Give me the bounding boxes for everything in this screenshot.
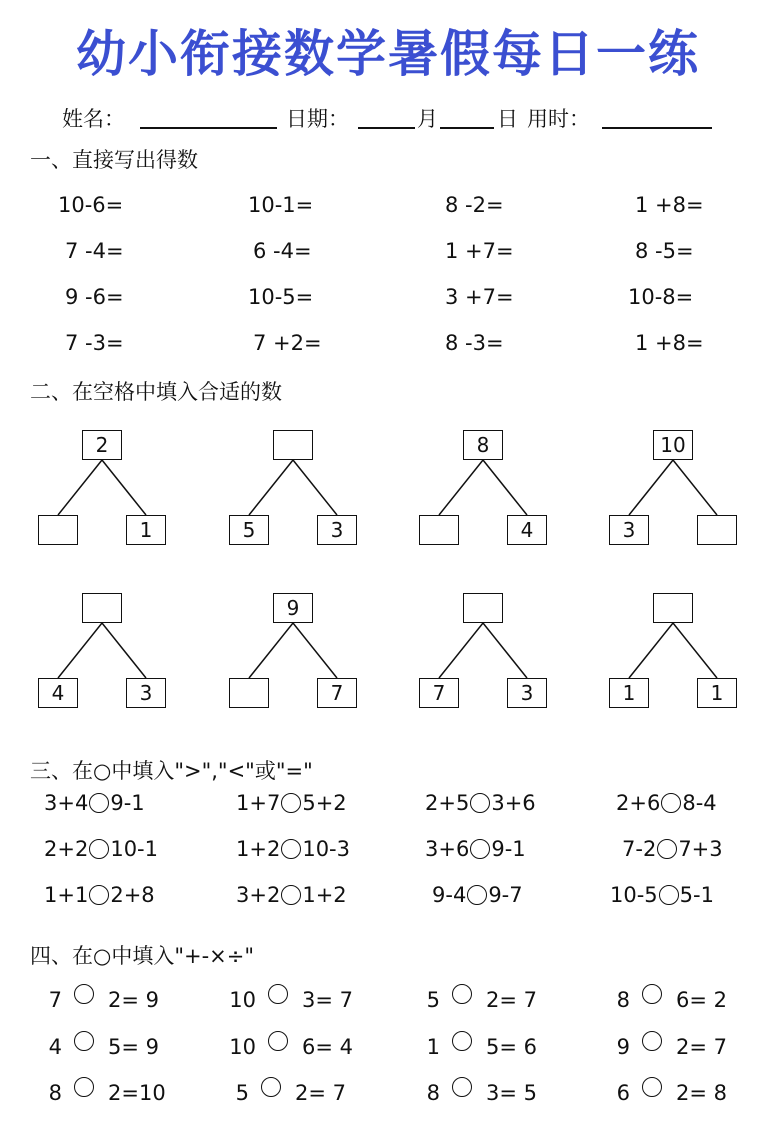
compare-item bbox=[236, 837, 350, 861]
tree-top-box: 8 bbox=[463, 430, 503, 460]
operand-b: 2=10 bbox=[108, 1081, 166, 1105]
eq-item: 1 +8= bbox=[635, 193, 704, 217]
compare-item bbox=[425, 791, 536, 815]
operator-item bbox=[28, 1035, 159, 1059]
day-label: 日 bbox=[497, 107, 518, 131]
operand-b: 6= 2 bbox=[676, 988, 727, 1012]
operand-b: 3= 7 bbox=[302, 988, 353, 1012]
operator-circle-icon[interactable] bbox=[268, 1031, 288, 1051]
time-label: 用时： bbox=[527, 107, 590, 131]
eq-item: 7 -3= bbox=[65, 331, 124, 355]
section-3-heading: 三、在○中填入">","<"或"=" bbox=[30, 759, 313, 783]
operator-circle-icon[interactable] bbox=[642, 1031, 662, 1051]
worksheet-title: 幼小衔接数学暑假每日一练 bbox=[76, 25, 700, 83]
operator-circle-icon[interactable] bbox=[74, 1077, 94, 1097]
tree-left-box: 7 bbox=[419, 678, 459, 708]
compare-item bbox=[616, 791, 717, 815]
operator-circle-icon[interactable] bbox=[74, 984, 94, 1004]
eq-item: 8 -2= bbox=[445, 193, 504, 217]
compare-left: 1+7 bbox=[236, 791, 281, 815]
compare-circle-icon[interactable] bbox=[89, 885, 109, 905]
operator-circle-icon[interactable] bbox=[74, 1031, 94, 1051]
operator-item bbox=[222, 988, 353, 1012]
operator-item bbox=[215, 1081, 346, 1105]
operand-a: 8 bbox=[48, 1081, 62, 1105]
tree-right-box: 1 bbox=[126, 515, 166, 545]
tree-top-box: 2 bbox=[82, 430, 122, 460]
compare-left: 3+6 bbox=[425, 837, 470, 861]
operator-circle-icon[interactable] bbox=[452, 1031, 472, 1051]
compare-right: 9-7 bbox=[488, 883, 523, 907]
compare-item bbox=[610, 883, 714, 907]
compare-left: 3+4 bbox=[44, 791, 89, 815]
compare-left: 7-2 bbox=[622, 837, 657, 861]
compare-item bbox=[622, 837, 723, 861]
eq-item: 8 -3= bbox=[445, 331, 504, 355]
operand-a: 4 bbox=[48, 1035, 62, 1059]
compare-circle-icon[interactable] bbox=[281, 839, 301, 859]
section-4-heading: 四、在○中填入"+-×÷" bbox=[30, 944, 255, 968]
operator-circle-icon[interactable] bbox=[452, 1077, 472, 1097]
compare-left: 1+1 bbox=[44, 883, 89, 907]
compare-right: 5-1 bbox=[679, 883, 714, 907]
compare-right: 1+2 bbox=[302, 883, 347, 907]
compare-right: 7+3 bbox=[678, 837, 723, 861]
operator-circle-icon[interactable] bbox=[261, 1077, 281, 1097]
compare-left: 9-4 bbox=[432, 883, 467, 907]
operand-a: 8 bbox=[426, 1081, 440, 1105]
tree-right-box: 3 bbox=[507, 678, 547, 708]
eq-item: 1 +8= bbox=[635, 331, 704, 355]
month-label: 月 bbox=[417, 107, 438, 131]
tree-left-box: 4 bbox=[38, 678, 78, 708]
compare-circle-icon[interactable] bbox=[89, 793, 109, 813]
tree-right-box: 3 bbox=[126, 678, 166, 708]
operator-item bbox=[596, 1081, 727, 1105]
compare-left: 2+5 bbox=[425, 791, 470, 815]
operand-b: 2= 7 bbox=[676, 1035, 727, 1059]
compare-right: 8-4 bbox=[682, 791, 717, 815]
compare-circle-icon[interactable] bbox=[467, 885, 487, 905]
eq-item: 10-1= bbox=[248, 193, 314, 217]
section-1-heading: 一、直接写出得数 bbox=[30, 148, 198, 172]
date-label: 日期： bbox=[286, 107, 349, 131]
eq-item: 3 +7= bbox=[445, 285, 514, 309]
compare-right: 5+2 bbox=[302, 791, 347, 815]
compare-right: 3+6 bbox=[491, 791, 536, 815]
operand-a: 5 bbox=[426, 988, 440, 1012]
eq-item: 7 +2= bbox=[253, 331, 322, 355]
section-2-heading: 二、在空格中填入合适的数 bbox=[30, 380, 282, 404]
operator-item bbox=[406, 988, 537, 1012]
eq-item: 8 -5= bbox=[635, 239, 694, 263]
compare-circle-icon[interactable] bbox=[470, 793, 490, 813]
compare-item bbox=[425, 837, 526, 861]
eq-item: 10-5= bbox=[248, 285, 314, 309]
tree-right-box: 7 bbox=[317, 678, 357, 708]
tree-left-box: 1 bbox=[609, 678, 649, 708]
operator-circle-icon[interactable] bbox=[642, 984, 662, 1004]
tree-left-box: 3 bbox=[609, 515, 649, 545]
compare-circle-icon[interactable] bbox=[661, 793, 681, 813]
eq-item: 6 -4= bbox=[253, 239, 312, 263]
compare-circle-icon[interactable] bbox=[657, 839, 677, 859]
eq-item: 9 -6= bbox=[65, 285, 124, 309]
operator-circle-icon[interactable] bbox=[452, 984, 472, 1004]
tree-right-box: 1 bbox=[697, 678, 737, 708]
compare-circle-icon[interactable] bbox=[89, 839, 109, 859]
compare-left: 3+2 bbox=[236, 883, 281, 907]
eq-item: 10-6= bbox=[58, 193, 124, 217]
compare-item bbox=[44, 791, 145, 815]
compare-item bbox=[44, 883, 155, 907]
operand-a: 10 bbox=[229, 988, 256, 1012]
compare-circle-icon[interactable] bbox=[281, 885, 301, 905]
operand-b: 5= 9 bbox=[108, 1035, 159, 1059]
compare-right: 9-1 bbox=[110, 791, 145, 815]
operator-item bbox=[596, 1035, 727, 1059]
compare-left: 2+6 bbox=[616, 791, 661, 815]
operator-item bbox=[596, 988, 727, 1012]
operator-item bbox=[28, 1081, 166, 1105]
operator-circle-icon[interactable] bbox=[642, 1077, 662, 1097]
operand-b: 2= 9 bbox=[108, 988, 159, 1012]
operator-item bbox=[28, 988, 159, 1012]
tree-left-box: 5 bbox=[229, 515, 269, 545]
operand-b: 6= 4 bbox=[302, 1035, 353, 1059]
operand-a: 9 bbox=[616, 1035, 630, 1059]
operator-item bbox=[406, 1035, 537, 1059]
name-label: 姓名： bbox=[62, 107, 125, 131]
tree-branch-right bbox=[673, 623, 717, 678]
operand-a: 1 bbox=[426, 1035, 440, 1059]
tree-top-box: 9 bbox=[273, 593, 313, 623]
operand-a: 10 bbox=[229, 1035, 256, 1059]
operand-b: 2= 7 bbox=[295, 1081, 346, 1105]
operator-item bbox=[222, 1035, 353, 1059]
compare-right: 10-3 bbox=[302, 837, 350, 861]
compare-item bbox=[432, 883, 523, 907]
operand-a: 6 bbox=[616, 1081, 630, 1105]
tree-right-box: 4 bbox=[507, 515, 547, 545]
compare-left: 1+2 bbox=[236, 837, 281, 861]
compare-left: 2+2 bbox=[44, 837, 89, 861]
operand-a: 8 bbox=[616, 988, 630, 1012]
operand-a: 5 bbox=[235, 1081, 249, 1105]
compare-right: 10-1 bbox=[110, 837, 158, 861]
tree-branch-left bbox=[629, 623, 673, 678]
operand-b: 5= 6 bbox=[486, 1035, 537, 1059]
operand-b: 2= 8 bbox=[676, 1081, 727, 1105]
compare-right: 9-1 bbox=[491, 837, 526, 861]
compare-item bbox=[44, 837, 158, 861]
operand-b: 3= 5 bbox=[486, 1081, 537, 1105]
operator-item bbox=[406, 1081, 537, 1105]
compare-circle-icon[interactable] bbox=[470, 839, 490, 859]
eq-item: 10-8= bbox=[628, 285, 694, 309]
compare-item bbox=[236, 883, 347, 907]
operand-b: 2= 7 bbox=[486, 988, 537, 1012]
eq-item: 7 -4= bbox=[65, 239, 124, 263]
compare-circle-icon[interactable] bbox=[659, 885, 679, 905]
operator-circle-icon[interactable] bbox=[268, 984, 288, 1004]
compare-circle-icon[interactable] bbox=[281, 793, 301, 813]
operand-a: 7 bbox=[48, 988, 62, 1012]
tree-top-box[interactable] bbox=[653, 593, 693, 623]
compare-item bbox=[236, 791, 347, 815]
tree-right-box: 3 bbox=[317, 515, 357, 545]
eq-item: 1 +7= bbox=[445, 239, 514, 263]
tree-top-box: 10 bbox=[653, 430, 693, 460]
compare-right: 2+8 bbox=[110, 883, 155, 907]
compare-left: 10-5 bbox=[610, 883, 658, 907]
